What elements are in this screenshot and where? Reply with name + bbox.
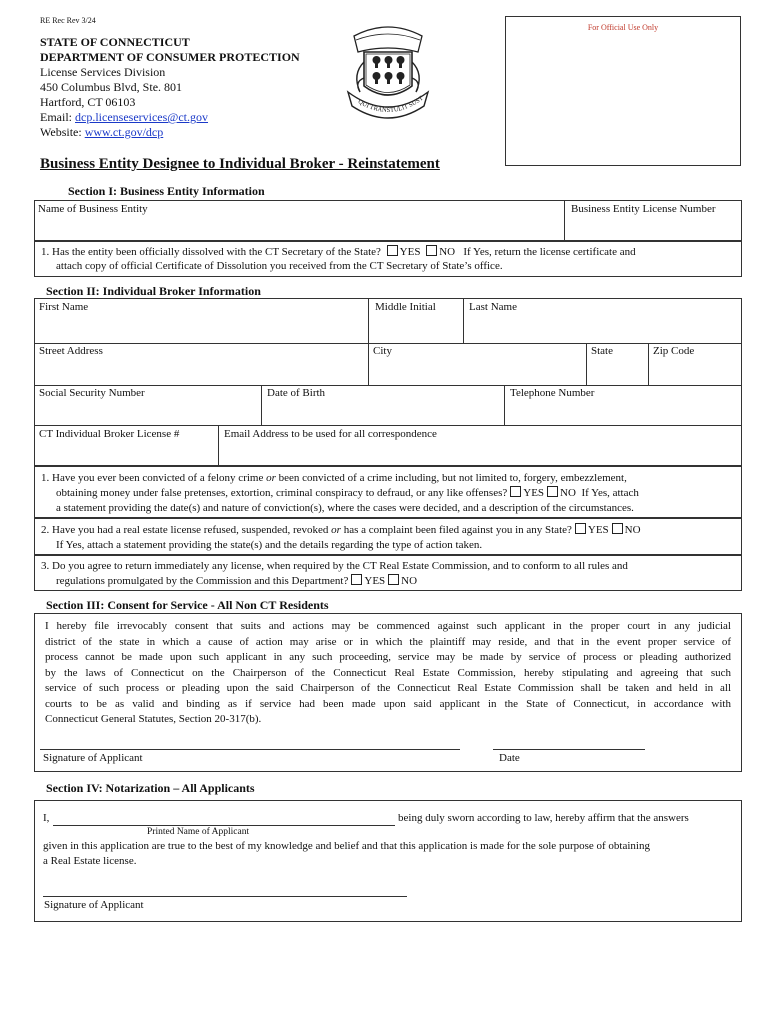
consent-line: courts to be as valid and binding as if service had been made upon said applicant in the State of Connecticut, in accordance with — [45, 697, 731, 710]
website-label: Website: — [40, 125, 85, 139]
consent-line: by the laws of Connecticut on the Chairperson of the Connecticut Real Estate Commission, hereby stipulating and agreeing that such — [45, 666, 731, 679]
s2-q1-yes-label: YES — [523, 487, 545, 499]
s1-q1-text: 1. Has the entity been officially dissolved with the CT Secretary of the State? — [41, 246, 381, 258]
consent-line: service of such process or pleading upon the said Chairperson of the Connecticut Real Estate Commission shall be taken and held in all — [45, 682, 731, 694]
middle-initial-field[interactable] — [369, 299, 464, 343]
printed-name-label: Printed Name of Applicant — [147, 827, 250, 837]
section3-heading: Section III: Consent for Service - All Non CT Residents — [46, 598, 329, 612]
s2-row-contact — [35, 425, 741, 465]
s1-q1-no-label: NO — [439, 246, 456, 258]
email-field[interactable] — [219, 425, 741, 465]
s4-sworn-text: being duly sworn according to law, hereby affirm that the answers — [398, 812, 689, 824]
city-field[interactable] — [369, 343, 587, 385]
state-field[interactable] — [587, 343, 649, 385]
first-name-field[interactable] — [35, 299, 369, 343]
section1-grid — [34, 200, 742, 241]
s2-q2-part-a: 2. Have you had a real estate license refused, suspended, revoked — [41, 524, 329, 536]
s2-q1-no-checkbox[interactable] — [547, 486, 558, 497]
s1-q1-no-checkbox[interactable] — [426, 245, 437, 256]
entity-name-field[interactable] — [35, 201, 565, 240]
agency-block — [40, 35, 300, 140]
ssn-field[interactable] — [35, 385, 262, 425]
phone-field[interactable] — [505, 385, 741, 425]
s2-q2-no-label: NO — [624, 524, 641, 536]
s2-q3-part-b: regulations promulgated by the Commission and this Department? — [56, 575, 349, 587]
form-code: RE Rec Rev 3/24 — [40, 16, 96, 25]
first-name-label: First Name — [39, 301, 89, 313]
ssn-label: Social Security Number — [39, 387, 145, 399]
street-address-field[interactable] — [35, 343, 369, 385]
dob-label: Date of Birth — [267, 387, 326, 399]
agency-state: STATE OF CONNECTICUT — [40, 35, 190, 49]
last-name-label: Last Name — [469, 301, 517, 313]
consent-line: district of the state in which a cause of action may arise or in which the plaintiff may reside, and that in the event proper service of — [45, 635, 731, 648]
s3-date-label: Date — [499, 752, 520, 764]
section1-question — [34, 241, 742, 277]
s2-q2-yes-checkbox[interactable] — [575, 523, 586, 534]
s2-q1-part-b: been convicted of a crime including, but not limited to, forgery, embezzlement, — [278, 472, 627, 484]
s2-q2-yes-label: YES — [587, 524, 609, 536]
entity-license-label: Business Entity License Number — [571, 203, 716, 215]
agency-email-row — [40, 110, 300, 125]
agency-division: License Services Division — [40, 65, 166, 79]
consent-paragraph — [45, 619, 731, 728]
s1-q1-instruction: If Yes, return the license certificate and — [463, 246, 636, 258]
s2-q1-part-a: 1. Have you ever been convicted of a felony crime — [41, 472, 264, 484]
s4-affirmation — [43, 839, 650, 869]
page-title: Business Entity Designee to Individual Broker - Reinstatement — [40, 156, 440, 172]
last-name-field[interactable] — [464, 299, 741, 343]
s2-q3-no-checkbox[interactable] — [388, 574, 399, 585]
broker-license-label: CT Individual Broker License # — [39, 428, 180, 440]
street-address-label: Street Address — [39, 345, 103, 357]
consent-line: process cannot be made upon such applicant in any such proceeding, service may be made by service of process or pleading authorized — [45, 651, 731, 663]
email-label: Email Address to be used for all correspondence — [224, 428, 437, 440]
s1-q1-yes-checkbox[interactable] — [387, 245, 398, 256]
s2-q3-line1: 3. Do you agree to return immediately any license, when required by the CT Real Estate Commission, and to conform to all rules and — [41, 560, 628, 572]
s1-q1-yes-label: YES — [399, 246, 421, 258]
agency-street: 450 Columbus Blvd, Ste. 801 — [40, 80, 183, 94]
s2-row-name — [35, 299, 741, 343]
zip-label: Zip Code — [653, 345, 695, 357]
s2-q1-line3: a statement providing the date(s) and nature of conviction(s), where the cases were decided, and a description of the circumstances. — [56, 502, 634, 514]
s2-row-address — [35, 343, 741, 385]
email-link[interactable]: dcp.licenseservices@ct.gov — [75, 110, 209, 124]
consent-line: I hereby file irrevocably consent that suits and actions may be commenced against such applicant in the proper court in any judicial — [45, 620, 731, 632]
state-label: State — [591, 345, 613, 357]
email-label: Email: — [40, 110, 75, 124]
zip-field[interactable] — [649, 343, 741, 385]
s3-signature-line[interactable] — [40, 749, 460, 750]
s2-q3-yes-label: YES — [364, 575, 386, 587]
section1-heading: Section I: Business Entity Information — [68, 184, 265, 198]
s2-q1-part-c: obtaining money under false pretenses, extortion, criminal conspiracy to defraud, or any like offenses? — [56, 487, 508, 499]
seal-motto: QUI TRANSTULIT SUST — [356, 94, 425, 115]
website-link[interactable]: www.ct.gov/dcp — [84, 125, 164, 139]
agency-city: Hartford, CT 06103 — [40, 95, 136, 109]
state-seal-icon — [342, 22, 434, 124]
dob-field[interactable] — [262, 385, 505, 425]
official-use-label: For Official Use Only — [587, 23, 659, 32]
s3-date-line[interactable] — [493, 749, 645, 750]
s2-q2-text — [41, 523, 641, 553]
s3-signature-label: Signature of Applicant — [43, 752, 143, 764]
s4-line2: given in this application are true to the best of my knowledge and belief and that this application is made for the sole purpose of obtaining — [43, 840, 650, 852]
s2-q2-or: or — [331, 524, 341, 536]
s2-q3-text — [41, 559, 628, 589]
s2-q1-yes-checkbox[interactable] — [510, 486, 521, 497]
s2-q3-line2 — [41, 574, 628, 589]
agency-website-row — [40, 125, 300, 140]
section2-heading: Section II: Individual Broker Information — [46, 284, 261, 298]
s2-q2-part-b: has a complaint been filed against you in any State? — [343, 524, 572, 536]
printed-name-line[interactable] — [53, 825, 395, 826]
s2-q1-text — [41, 471, 639, 516]
s1-q1-line1 — [41, 245, 636, 258]
s2-q1-line1 — [41, 471, 639, 486]
s2-q3-no-label: NO — [401, 575, 418, 587]
section4-heading: Section IV: Notarization – All Applicants — [46, 781, 255, 795]
s2-q2-no-checkbox[interactable] — [612, 523, 623, 534]
s2-question3 — [34, 555, 742, 591]
s2-question2 — [34, 518, 742, 555]
s2-q2-line2: If Yes, attach a statement providing the state(s) and the details regarding the type of action taken. — [56, 539, 483, 551]
s2-row-ids — [35, 385, 741, 425]
s2-q2-line1 — [41, 523, 641, 538]
entity-license-field[interactable] — [565, 201, 741, 240]
s4-signature-line[interactable] — [43, 896, 407, 897]
s4-signature-label: Signature of Applicant — [44, 899, 144, 911]
s2-q1-part-d: If Yes, attach — [581, 487, 639, 499]
broker-license-field[interactable] — [35, 425, 219, 465]
s1-q1-line2: attach copy of official Certificate of Dissolution you received from the CT Secretary of State’s office. — [56, 260, 503, 272]
s2-question1 — [34, 466, 742, 518]
phone-label: Telephone Number — [510, 387, 595, 399]
s2-q1-line2 — [41, 486, 639, 501]
section3-box — [34, 613, 742, 772]
agency-dept: DEPARTMENT OF CONSUMER PROTECTION — [40, 50, 300, 64]
consent-line: Connecticut General Statutes, Section 20-317(b). — [45, 713, 262, 725]
s2-q1-no-label: NO — [560, 487, 576, 499]
city-label: City — [373, 345, 392, 357]
s4-i-label: I, — [43, 812, 50, 824]
middle-initial-label: Middle Initial — [375, 301, 436, 313]
entity-name-label: Name of Business Entity — [38, 203, 148, 215]
s4-line3: a Real Estate license. — [43, 855, 137, 867]
s2-q1-or: or — [266, 472, 276, 484]
section4-box — [34, 800, 742, 922]
section2-grid — [34, 298, 742, 466]
s2-q3-yes-checkbox[interactable] — [351, 574, 362, 585]
official-use-box — [505, 16, 741, 166]
